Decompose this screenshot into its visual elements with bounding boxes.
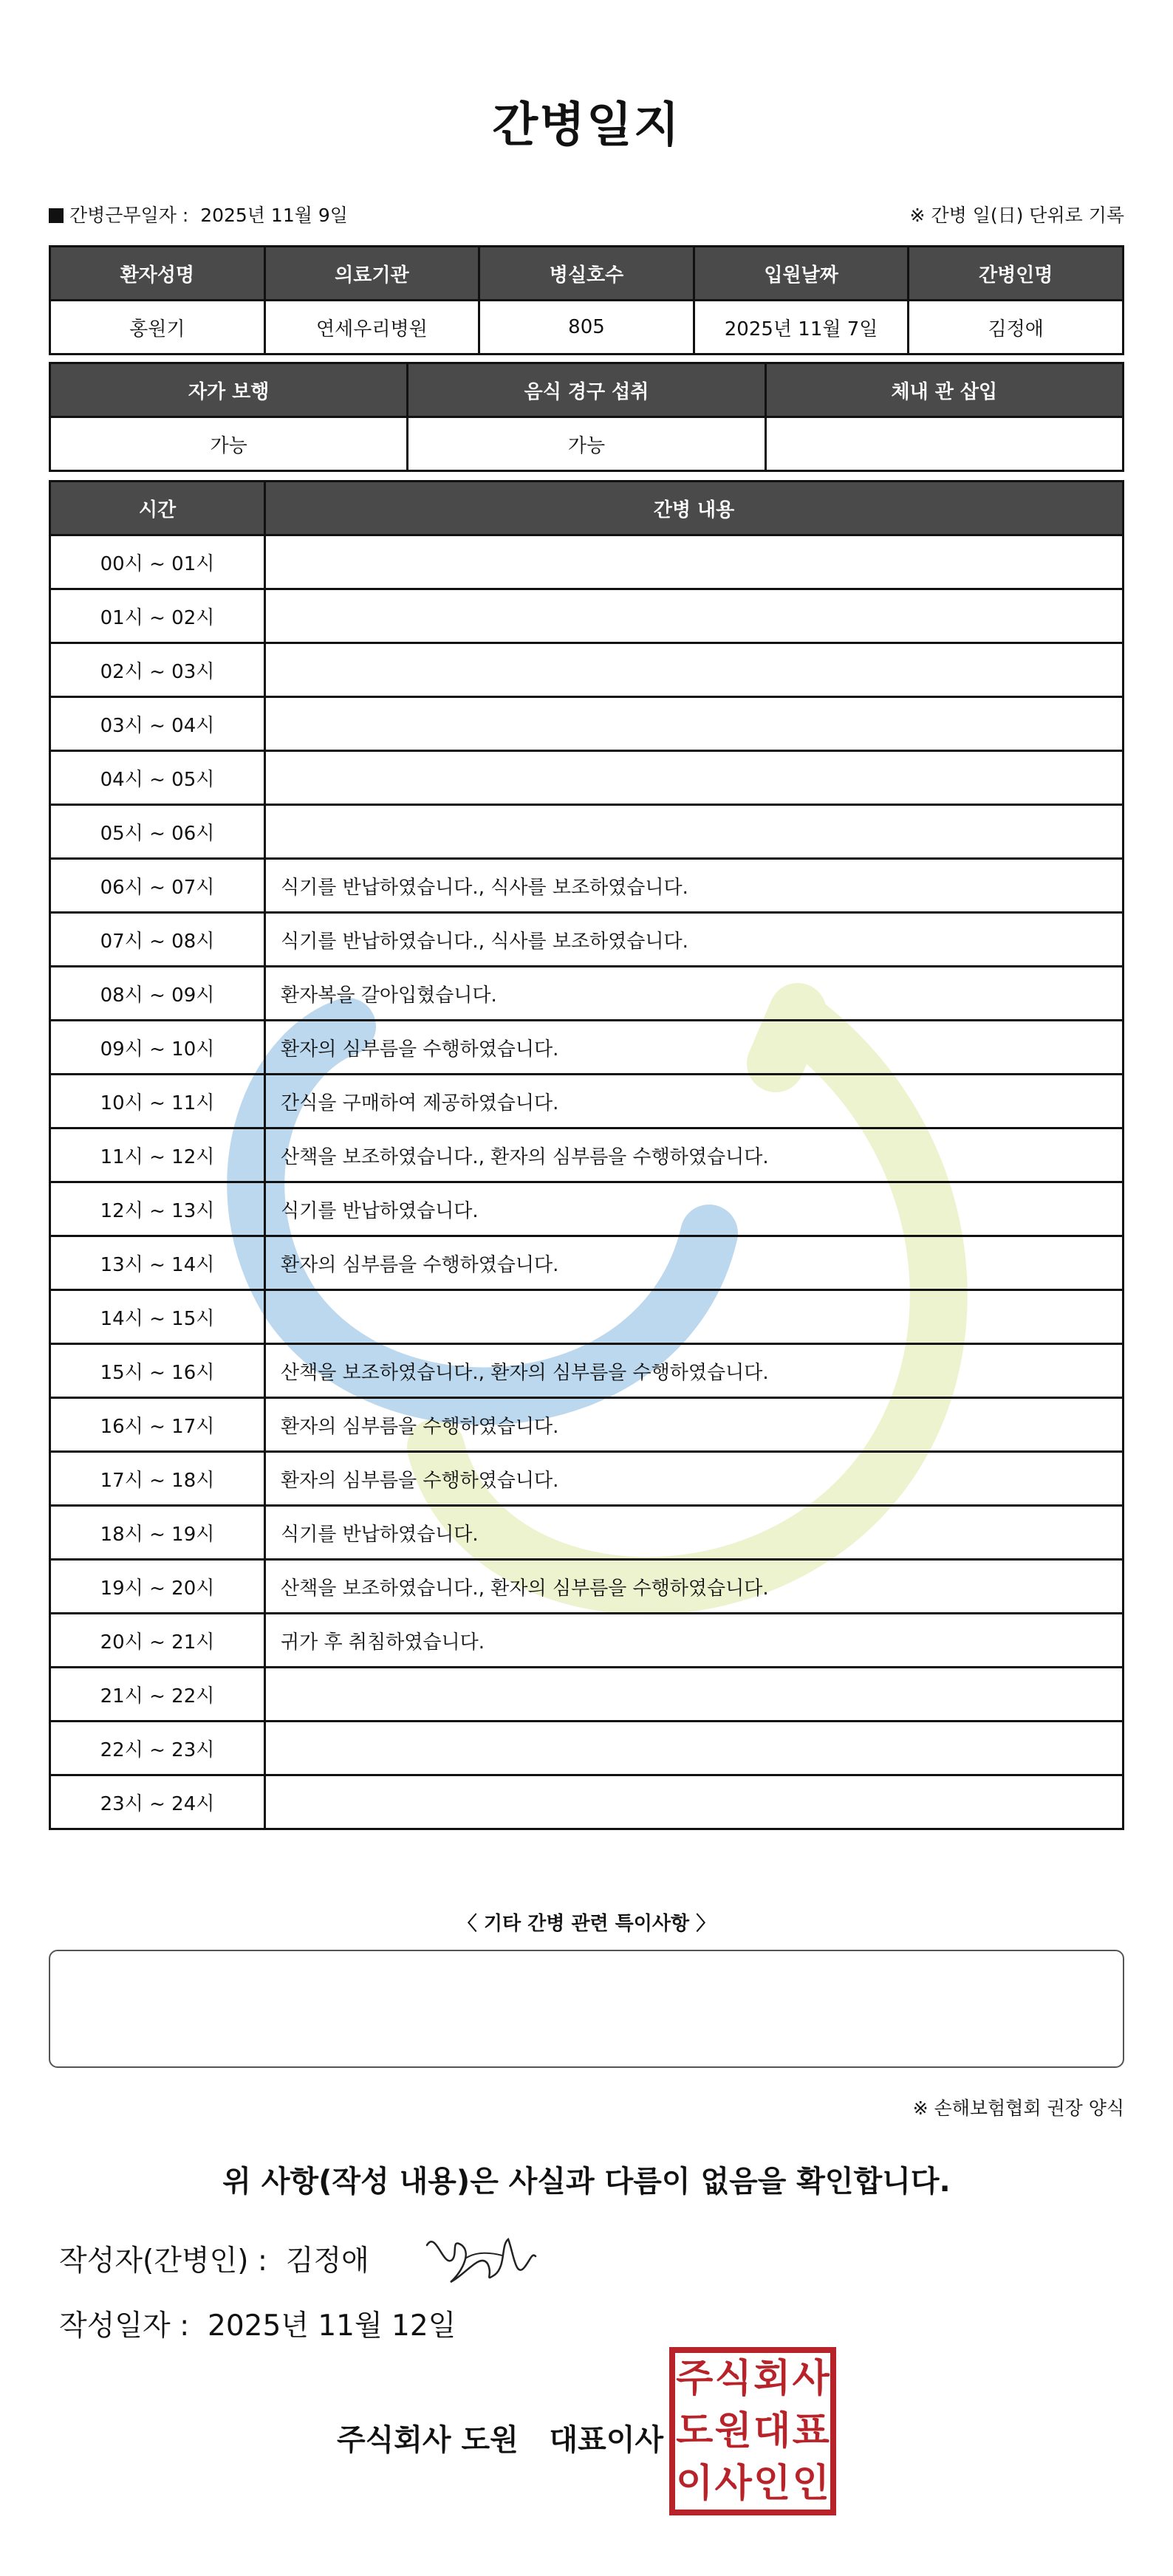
- header-caregiver-name: 간병인명: [909, 247, 1124, 301]
- table-row: [50, 1398, 1124, 1452]
- remarks-box: [49, 1950, 1124, 2068]
- care-log-table: [49, 480, 1124, 1830]
- table-row: [50, 697, 1124, 751]
- care-note: 환자의 심부름을 수행하였습니다.: [265, 1398, 1124, 1452]
- time-slot: 14시 ~ 15시: [50, 1290, 265, 1344]
- patient-status-table: [49, 362, 1124, 472]
- time-slot: 05시 ~ 06시: [50, 805, 265, 859]
- care-note: [265, 1290, 1124, 1344]
- time-slot: 21시 ~ 22시: [50, 1668, 265, 1722]
- document-title: 간병일지: [492, 98, 681, 153]
- time-slot: 01시 ~ 02시: [50, 589, 265, 643]
- table-row: [50, 1128, 1124, 1182]
- table-row: [50, 643, 1124, 697]
- time-slot: 16시 ~ 17시: [50, 1398, 265, 1452]
- care-note: [265, 805, 1124, 859]
- writer-line: [59, 2238, 369, 2279]
- table-row: [50, 1075, 1124, 1128]
- care-note: [265, 697, 1124, 751]
- care-note: [265, 535, 1124, 589]
- record-note: ※ 간병 일(日) 단위로 기록: [909, 205, 1124, 226]
- handwritten-signature: [421, 2223, 539, 2293]
- table-row: [50, 1452, 1124, 1506]
- table-row: [50, 967, 1124, 1021]
- time-slot: 19시 ~ 20시: [50, 1560, 265, 1614]
- table-row: [50, 1344, 1124, 1398]
- table-row: [50, 913, 1124, 967]
- table-row: [50, 1560, 1124, 1614]
- header-time: 시간: [50, 482, 265, 535]
- time-slot: 03시 ~ 04시: [50, 697, 265, 751]
- header-room: 병실호수: [479, 247, 694, 301]
- time-slot: 00시 ~ 01시: [50, 535, 265, 589]
- care-note: 식기를 반납하였습니다., 식사를 보조하였습니다.: [265, 913, 1124, 967]
- table-row: [50, 1182, 1124, 1236]
- care-note: 산책을 보조하였습니다., 환자의 심부름을 수행하였습니다.: [265, 1128, 1124, 1182]
- care-note: 귀가 후 취침하였습니다.: [265, 1614, 1124, 1668]
- seal-char: 원: [714, 2408, 752, 2453]
- care-note: 산책을 보조하였습니다., 환자의 심부름을 수행하였습니다.: [265, 1344, 1124, 1398]
- tube-insertion-value: [765, 417, 1123, 471]
- seal-char: 대: [753, 2408, 791, 2453]
- recommend-note: ※ 손해보험협회 권장 양식: [912, 2097, 1124, 2119]
- self-walking-value: 가능: [50, 417, 408, 471]
- hospital-name: 연세우리병원: [264, 301, 479, 354]
- care-note: 환자의 심부름을 수행하였습니다.: [265, 1236, 1124, 1290]
- oral-intake-value: 가능: [408, 417, 765, 471]
- seal-char: 도: [676, 2408, 714, 2453]
- table-row: [50, 1668, 1124, 1722]
- table-row: [50, 535, 1124, 589]
- seal-char: 사: [792, 2357, 830, 2402]
- care-note: 식기를 반납하였습니다.: [265, 1506, 1124, 1560]
- care-note: [265, 643, 1124, 697]
- header-tube-insertion: 체내 관 삽입: [765, 363, 1123, 417]
- table-row: [50, 751, 1124, 805]
- seal-char: 주: [676, 2357, 714, 2402]
- care-note: [265, 1668, 1124, 1722]
- seal-char: 인: [792, 2461, 830, 2506]
- write-date-label: 작성일자 :: [59, 2309, 190, 2343]
- header-admission-date: 입원날짜: [694, 247, 909, 301]
- time-slot: 20시 ~ 21시: [50, 1614, 265, 1668]
- patient-name: 홍원기: [50, 301, 265, 354]
- writer-name: 김정애: [285, 2244, 369, 2278]
- time-slot: 09시 ~ 10시: [50, 1021, 265, 1075]
- square-bullet-icon: [49, 208, 64, 223]
- care-note: 환자복을 갈아입혔습니다.: [265, 967, 1124, 1021]
- time-slot: 10시 ~ 11시: [50, 1075, 265, 1128]
- care-note: 식기를 반납하였습니다.: [265, 1182, 1124, 1236]
- header-care-content: 간병 내용: [265, 482, 1124, 535]
- seal-char: 사: [714, 2461, 752, 2506]
- care-note: [265, 751, 1124, 805]
- seal-char: 인: [753, 2461, 791, 2506]
- header-oral-intake: 음식 경구 섭취: [408, 363, 765, 417]
- care-note: 식기를 반납하였습니다., 식사를 보조하였습니다.: [265, 859, 1124, 913]
- company-seal-stamp: [669, 2347, 836, 2515]
- write-date-line: [59, 2303, 456, 2344]
- time-slot: 06시 ~ 07시: [50, 859, 265, 913]
- seal-char: 표: [792, 2408, 830, 2453]
- time-slot: 18시 ~ 19시: [50, 1506, 265, 1560]
- header-patient-name: 환자성명: [50, 247, 265, 301]
- care-note: 환자의 심부름을 수행하였습니다.: [265, 1452, 1124, 1506]
- caregiver-name: 김정애: [909, 301, 1124, 354]
- table-row: [50, 1236, 1124, 1290]
- time-slot: 11시 ~ 12시: [50, 1128, 265, 1182]
- header-self-walking: 자가 보행: [50, 363, 408, 417]
- time-slot: 17시 ~ 18시: [50, 1452, 265, 1506]
- table-row: [50, 805, 1124, 859]
- write-date-value: 2025년 11월 12일: [208, 2309, 456, 2343]
- time-slot: 12시 ~ 13시: [50, 1182, 265, 1236]
- table-row: [50, 859, 1124, 913]
- time-slot: 22시 ~ 23시: [50, 1722, 265, 1775]
- table-row: [50, 1775, 1124, 1829]
- work-date-value: 2025년 11월 9일: [200, 205, 348, 226]
- care-note: 환자의 심부름을 수행하였습니다.: [265, 1021, 1124, 1075]
- time-slot: 08시 ~ 09시: [50, 967, 265, 1021]
- time-slot: 04시 ~ 05시: [50, 751, 265, 805]
- table-row: [50, 1506, 1124, 1560]
- care-note: [265, 1775, 1124, 1829]
- table-row: [50, 589, 1124, 643]
- writer-label: 작성자(간병인) :: [59, 2244, 268, 2278]
- care-note: 산책을 보조하였습니다., 환자의 심부름을 수행하였습니다.: [265, 1560, 1124, 1614]
- header-hospital: 의료기관: [264, 247, 479, 301]
- seal-char: 회: [753, 2357, 791, 2402]
- care-note: [265, 1722, 1124, 1775]
- time-slot: 15시 ~ 16시: [50, 1344, 265, 1398]
- time-slot: 23시 ~ 24시: [50, 1775, 265, 1829]
- table-row: [50, 1021, 1124, 1075]
- time-slot: 13시 ~ 14시: [50, 1236, 265, 1290]
- work-date-label: 간병근무일자 :: [69, 205, 189, 226]
- time-slot: 07시 ~ 08시: [50, 913, 265, 967]
- seal-char: 식: [714, 2357, 752, 2402]
- care-note: [265, 589, 1124, 643]
- work-date-line: [49, 201, 348, 227]
- patient-info-table: [49, 245, 1124, 355]
- table-row: [50, 1614, 1124, 1668]
- remarks-title: 〈 기타 간병 관련 특이사항 〉: [457, 1913, 716, 1935]
- time-slot: 02시 ~ 03시: [50, 643, 265, 697]
- care-note: 간식을 구매하여 제공하였습니다.: [265, 1075, 1124, 1128]
- room-number: 805: [479, 301, 694, 354]
- company-representative: 주식회사 도원 대표이사: [337, 2423, 664, 2457]
- admission-date: 2025년 11월 7일: [694, 301, 909, 354]
- confirmation-statement: 위 사항(작성 내용)은 사실과 다름이 없음을 확인합니다.: [222, 2165, 951, 2199]
- table-row: [50, 1290, 1124, 1344]
- table-row: [50, 1722, 1124, 1775]
- seal-char: 이: [676, 2461, 714, 2506]
